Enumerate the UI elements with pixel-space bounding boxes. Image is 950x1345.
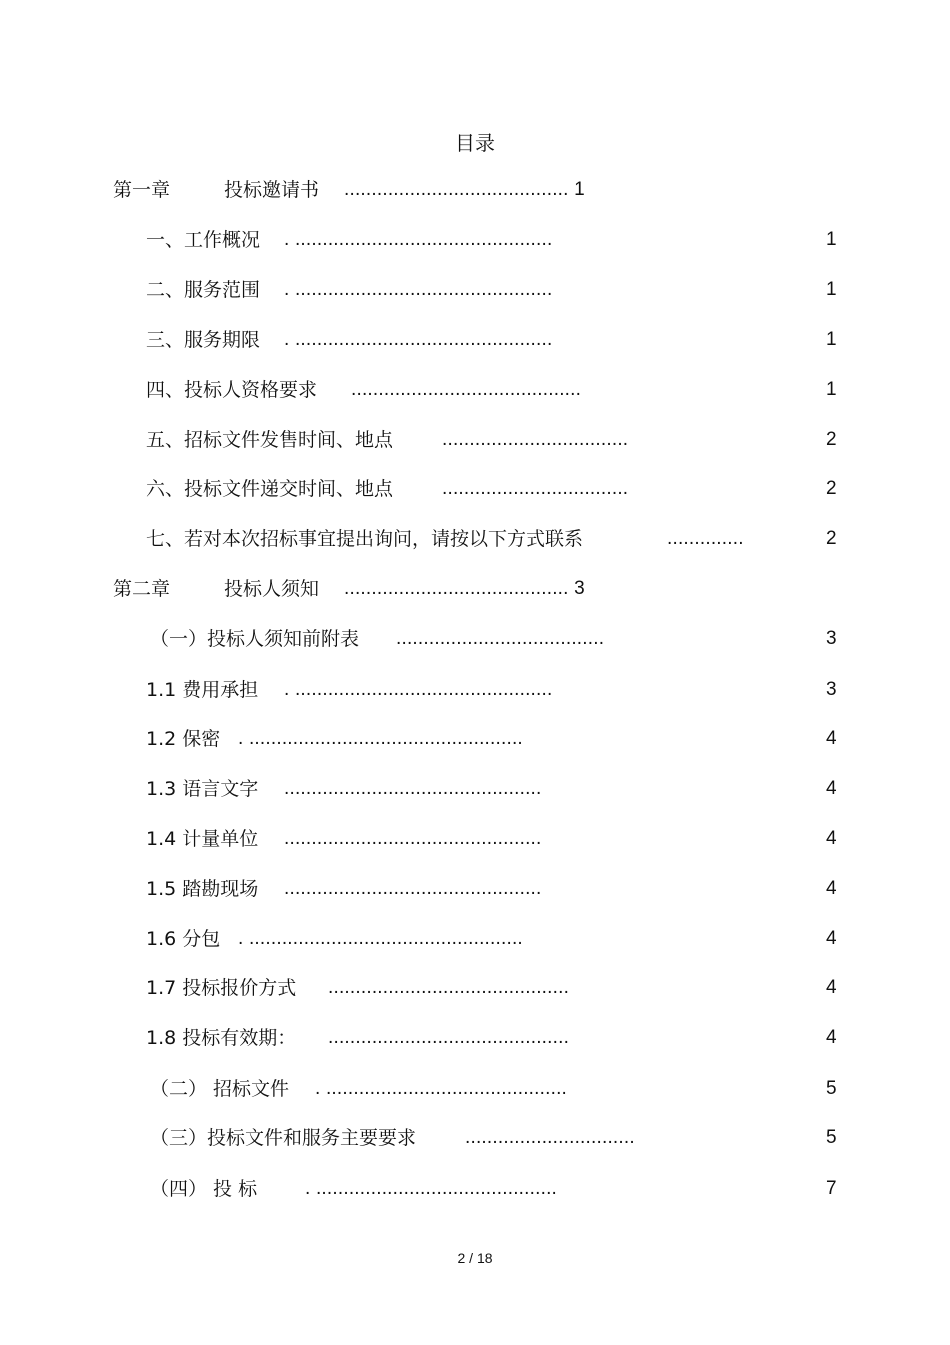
toc-entry-label: 1.5 踏勘现场 <box>146 878 259 900</box>
toc-entry[interactable] <box>0 1175 950 1203</box>
toc-entry-label: （一）投标人须知前附表 <box>150 628 360 650</box>
toc-entry[interactable] <box>0 226 950 254</box>
toc-entry-label: 1.6 分包 <box>146 928 221 950</box>
toc-entry-label: 1.7 投标报价方式 <box>146 977 297 999</box>
toc-entry-page: 3 <box>826 628 837 649</box>
toc-entry[interactable] <box>0 725 950 753</box>
toc-entry[interactable] <box>0 775 950 803</box>
toc-entry-page: 7 <box>826 1178 837 1199</box>
toc-entry[interactable] <box>0 376 950 404</box>
toc-entry-leader: ............................... <box>465 1127 635 1148</box>
toc-entry[interactable] <box>0 875 950 903</box>
toc-entry[interactable] <box>0 676 950 704</box>
toc-entry-page: 1 <box>826 279 837 300</box>
toc-entry-label: 一、工作概况 <box>146 229 261 251</box>
toc-entry-label: 1.4 计量单位 <box>146 828 259 850</box>
toc-entry-page: 5 <box>826 1078 837 1099</box>
toc-leader-with-page: ......................................... 1 <box>344 179 585 200</box>
toc-entry-label: 二、服务范围 <box>146 279 261 301</box>
toc-entry-label: 1.3 语言文字 <box>146 778 259 800</box>
toc-entry[interactable] <box>0 426 950 454</box>
toc-entry-page: 3 <box>826 679 837 700</box>
toc-entry-leader: . ............................................ <box>305 1178 558 1199</box>
toc-entry-page: 4 <box>826 928 837 949</box>
toc-entry-leader: . .................................................. <box>238 728 523 749</box>
toc-entry[interactable] <box>0 825 950 853</box>
toc-entry-page: 4 <box>826 828 837 849</box>
toc-entry-leader: . ............................................... <box>284 679 553 700</box>
toc-entry[interactable] <box>0 326 950 354</box>
toc-entry-leader: . ............................................... <box>284 329 553 350</box>
toc-entry-leader: . .................................................. <box>238 928 523 949</box>
toc-entry-page: 2 <box>826 429 837 450</box>
toc-entry-page: 4 <box>826 728 837 749</box>
toc-entry-label: （三）投标文件和服务主要要求 <box>150 1127 417 1149</box>
toc-entry[interactable] <box>0 625 950 653</box>
toc-entry-page: 2 <box>826 478 837 499</box>
toc-entry-page: 5 <box>826 1127 837 1148</box>
toc-entry[interactable] <box>0 475 950 503</box>
toc-chapter[interactable] <box>0 575 950 603</box>
toc-entry-label: 七、若对本次招标事宜提出询问，请按以下方式联系 <box>146 528 584 550</box>
toc-chapter-title: 投标邀请书 <box>224 179 320 201</box>
toc-entry-leader: .................................. <box>442 429 629 450</box>
toc-entry-leader: .................................. <box>442 478 629 499</box>
toc-entry-page: 1 <box>826 379 837 400</box>
toc-entry[interactable] <box>0 974 950 1002</box>
toc-entry-label: 四、投标人资格要求 <box>146 379 318 401</box>
toc-entry-page: 1 <box>826 329 837 350</box>
toc-entry-page: 4 <box>826 1027 837 1048</box>
toc-entry-leader: ............................................ <box>328 1027 570 1048</box>
toc-entry[interactable] <box>0 1075 950 1103</box>
toc-entry-page: 1 <box>826 229 837 250</box>
toc-entry-label: 六、投标文件递交时间、地点 <box>146 478 394 500</box>
toc-entry-leader: ............................................... <box>284 878 542 899</box>
toc-entry-leader: . ............................................... <box>284 229 553 250</box>
toc-entry-leader: ............................................... <box>284 778 542 799</box>
toc-entry[interactable] <box>0 1024 950 1052</box>
toc-entry-leader: . ............................................... <box>284 279 553 300</box>
toc-entry-label: 五、招标文件发售时间、地点 <box>146 429 394 451</box>
toc-entry[interactable] <box>0 525 950 553</box>
toc-chapter-number: 第一章 <box>113 179 171 201</box>
toc-entry-leader: . ............................................ <box>315 1078 568 1099</box>
toc-chapter-number: 第二章 <box>113 578 171 600</box>
toc-entry[interactable] <box>0 276 950 304</box>
toc-entry-label: （四） 投 标 <box>150 1178 258 1200</box>
toc-entry-leader: ............................................... <box>284 828 542 849</box>
toc-entry[interactable] <box>0 925 950 953</box>
toc-entry-label: 三、服务期限 <box>146 329 261 351</box>
toc-entry-label: 1.8 投标有效期： <box>146 1027 297 1049</box>
toc-entry-leader: .............. <box>667 528 744 549</box>
toc-entry-page: 4 <box>826 977 837 998</box>
toc-entry-leader: ...................................... <box>396 628 605 649</box>
toc-entry-leader: .......................................... <box>351 379 582 400</box>
toc-entry-page: 2 <box>826 528 837 549</box>
toc-leader-with-page: ......................................... 3 <box>344 578 585 599</box>
toc-chapter-title: 投标人须知 <box>224 578 320 600</box>
toc-entry[interactable] <box>0 1124 950 1152</box>
page-number-footer: 2 / 18 <box>457 1250 493 1266</box>
toc-entry-label: 1.1 费用承担 <box>146 679 259 701</box>
toc-chapter[interactable] <box>0 176 950 204</box>
toc-entry-page: 4 <box>826 878 837 899</box>
toc-entry-label: （二） 招标文件 <box>150 1078 290 1100</box>
toc-entry-page: 4 <box>826 778 837 799</box>
toc-entry-leader: ............................................ <box>328 977 570 998</box>
page-title: 目录 <box>455 131 495 155</box>
toc-entry-label: 1.2 保密 <box>146 728 221 750</box>
